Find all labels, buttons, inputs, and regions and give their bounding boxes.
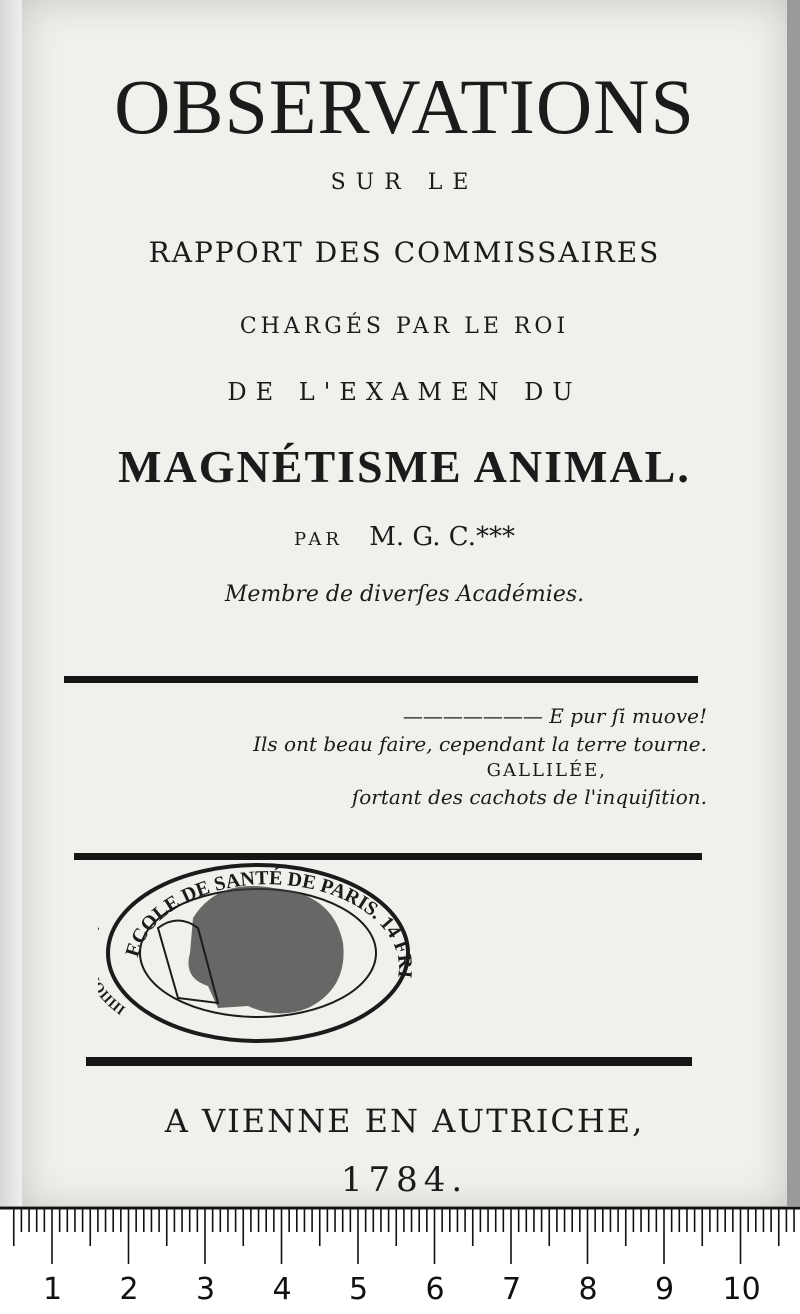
ruler-label: 3: [196, 1272, 216, 1307]
author-name: M. G. C.***: [369, 522, 516, 552]
author-role: Membre de diverſes Académies.: [224, 582, 585, 607]
stamp-text-left: ΙΠΠ: [98, 986, 129, 1017]
stamp-text-top: ECOLE DE SANTÉ DE PARIS. 14 FRI: [121, 867, 417, 980]
book-title: OBSERVATIONS: [114, 63, 695, 150]
subtitle-magnetisme: MAGNÉTISME ANIMAL.: [118, 441, 691, 492]
ruler-label: 7: [502, 1272, 522, 1307]
ruler-label: 8: [578, 1272, 598, 1307]
svg-text:ΙΠΠΟΚΡΑΤΗΣ: [98, 923, 128, 1017]
ruler-label: 2: [119, 1272, 139, 1307]
subtitle-charges: CHARGÉS PAR LE ROI: [239, 314, 570, 339]
publication-year: 1784.: [340, 1160, 469, 1200]
imprint: A VIENNE EN AUTRICHE,: [164, 1102, 645, 1140]
library-stamp: [98, 858, 418, 1048]
epigraph-line-4: ſortant des cachots de l'inquiſition.: [351, 785, 707, 809]
title-page: [22, 0, 787, 1210]
ruler-label: 1: [43, 1272, 63, 1307]
epigraph-line-2: Ils ont beau faire, cependant la terre tourne.: [253, 732, 707, 756]
ruler-label: 10: [722, 1272, 761, 1307]
ruler-label: 5: [349, 1272, 369, 1307]
subtitle-sur-le: SUR LE: [330, 170, 479, 195]
stamp-seal-icon: [98, 858, 418, 1048]
epigraph-attribution: GALLILÉE,: [486, 760, 607, 781]
epigraph: [197, 704, 707, 809]
rule-top: [64, 676, 698, 683]
epigraph-line-1: ——————— E pur ſi muove!: [402, 704, 707, 728]
ruler-label: 6: [425, 1272, 445, 1307]
ruler-label: 4: [272, 1272, 292, 1307]
rule-bottom: [86, 1057, 692, 1066]
page-edge-shadow: [0, 0, 22, 1210]
measuring-ruler: [0, 1206, 800, 1314]
author-line: [22, 522, 787, 552]
ruler-label: 9: [655, 1272, 675, 1307]
subtitle-examen: DE L'EXAMEN DU: [227, 378, 582, 406]
author-prefix: PAR: [293, 529, 343, 550]
subtitle-rapport: RAPPORT DES COMMISSAIRES: [148, 236, 661, 269]
